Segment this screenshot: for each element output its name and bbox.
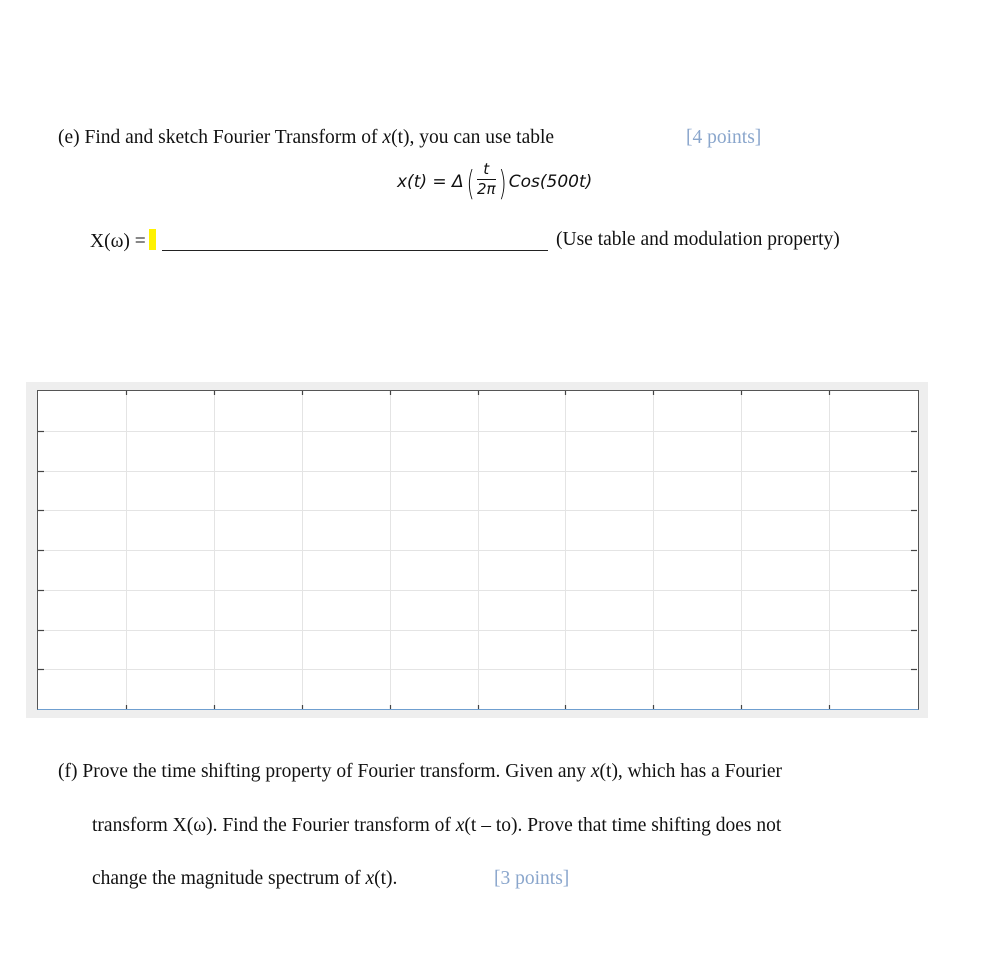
part-f-line2-var: x (455, 815, 465, 836)
part-e-equation (397, 160, 593, 204)
part-f-line3-rest: (t). (374, 868, 398, 889)
text-cursor-highlight (149, 229, 156, 250)
answer-hint: (Use table and modulation property) (556, 229, 840, 250)
sketch-grid[interactable] (37, 390, 919, 710)
part-f-line3-text: change the magnitude spectrum of (92, 868, 361, 889)
part-f-line2-rest: (t – to). Prove that time shifting does not (464, 815, 782, 836)
part-e-question (58, 127, 554, 149)
left-paren: ( (466, 164, 475, 204)
part-f-line-3 (92, 868, 397, 890)
answer-label: X(ω) = (90, 231, 146, 252)
answer-row (90, 229, 156, 253)
part-f-line-1 (58, 761, 782, 783)
part-e-points: [4 points] (686, 127, 762, 148)
fraction-denominator: 2π (476, 180, 496, 198)
part-f-line-2 (92, 815, 781, 837)
part-e-signal-var: x (382, 127, 392, 148)
fraction-numerator: t (477, 162, 496, 180)
fraction (477, 162, 496, 197)
part-f-line1-rest: (t), which has a Fourier (599, 761, 783, 782)
part-f-line2-text: transform X(ω). Find the Fourier transform of (92, 815, 451, 836)
equation-rhs: Cos(500t) (508, 172, 593, 192)
answer-blank-line[interactable] (162, 250, 548, 251)
right-paren: ) (498, 164, 507, 204)
part-f-line1-var: x (590, 761, 600, 782)
part-e-signal-arg: (t), you can use table (391, 127, 555, 148)
part-f-line3-var: x (365, 868, 375, 889)
part-f-line1-text: (f) Prove the time shifting property of Fourier transform. Given any (58, 761, 586, 782)
sketch-grid-frame (26, 382, 928, 718)
sketch-grid-lines (38, 391, 917, 709)
equation-lhs: x(t) = Δ (397, 172, 464, 192)
part-e-question-text: (e) Find and sketch Fourier Transform of (58, 127, 378, 148)
part-f-points: [3 points] (494, 868, 570, 889)
